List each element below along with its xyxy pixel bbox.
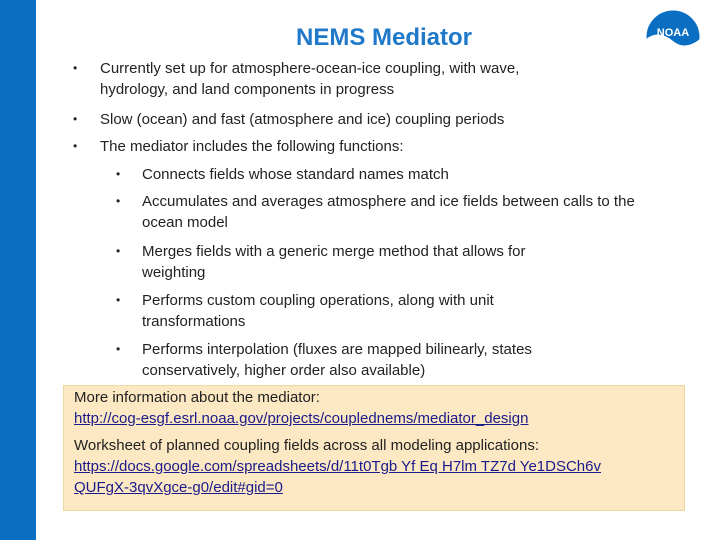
sub-bullet-dot: •: [116, 293, 121, 307]
sub-bullet-dot: •: [116, 244, 121, 258]
bullet-item: Slow (ocean) and fast (atmosphere and ice) coupling periods: [100, 111, 505, 128]
worksheet-label: Worksheet of planned coupling fields across all modeling applications:: [74, 437, 539, 454]
mediator-design-link[interactable]: http://cog-esgf.esrl.noaa.gov/projects/couplednems/mediator_design: [74, 410, 529, 427]
more-info-label: More information about the mediator:: [74, 389, 320, 406]
info-box: [63, 385, 685, 511]
sub-bullet-item: Connects fields whose standard names match: [142, 166, 449, 183]
sub-bullet-item: Performs interpolation (fluxes are mapped bilinearly, states conservatively, higher order also available): [142, 341, 532, 379]
page-title: NEMS Mediator: [295, 24, 472, 51]
bullet-item: Currently set up for atmosphere-ocean-ice coupling, with wave, hydrology, and land components in progress: [100, 60, 520, 98]
worksheet-link[interactable]: https://docs.google.com/spreadsheets/d/11t0Tgb Yf Eq H7lm TZ7d Ye1DSCh6v QUFgX-3qvXgce-g0/edit#gid=0: [74, 458, 601, 496]
bullet-dot: •: [73, 61, 78, 75]
sub-bullet-dot: •: [116, 167, 121, 181]
svg-text:NOAA: NOAA: [656, 27, 690, 39]
sub-bullet-item: Performs custom coupling operations, along with unit transformations: [142, 292, 494, 330]
bullet-dot: •: [73, 139, 78, 153]
sub-bullet-dot: •: [116, 194, 121, 208]
bullet-item: The mediator includes the following functions:: [100, 138, 404, 155]
sub-bullet-dot: •: [116, 342, 121, 356]
bullet-dot: •: [73, 112, 78, 126]
sub-bullet-item: Merges fields with a generic merge method that allows for weighting: [142, 243, 526, 281]
sub-bullet-item: Accumulates and averages atmosphere and ice fields between calls to the ocean model: [142, 193, 635, 231]
